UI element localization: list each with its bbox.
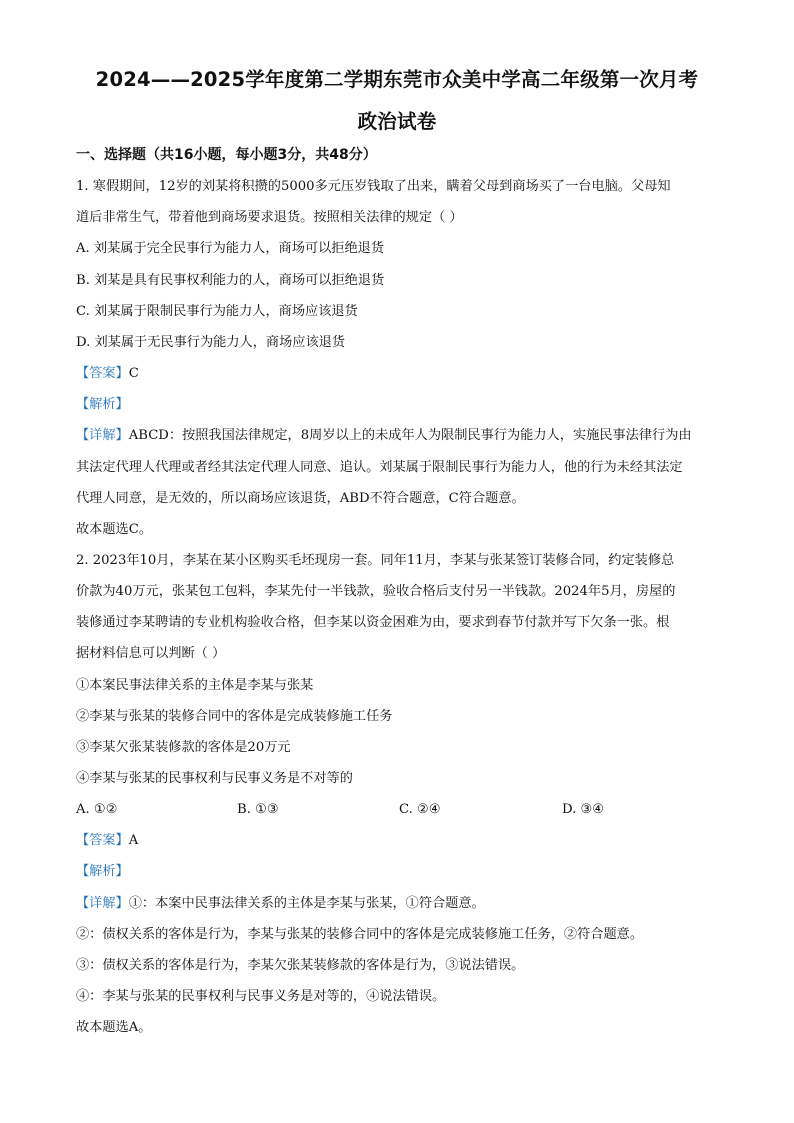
q1-option-b: B. 刘某是具有民事权利能力的人，商场可以拒绝退货 (76, 273, 385, 288)
analysis-tag: 【解析】 (76, 397, 129, 412)
q1-detail-line3: 代理人同意，是无效的，所以商场应该退货，ABD不符合题意，C符合题意。 (76, 491, 525, 506)
q2-option-b: B. ①③ (237, 802, 279, 817)
answer-tag: 【答案】 (76, 833, 129, 848)
q1-answer (76, 365, 726, 383)
q2-stem-line3: 装修通过李某聘请的专业机构验收合格，但李某以资金困难为由，要求到春节付款并写下欠条一张。根 (76, 615, 670, 630)
q2-answer (76, 832, 726, 850)
answer-tag: 【答案】 (76, 366, 129, 381)
q2-detail-line3: ③：债权关系的客体是行为，李某欠张某装修款的客体是行为，③说法错误。 (76, 958, 525, 973)
q2-option-a: A. ①② (76, 802, 118, 817)
q1-option-d: D. 刘某属于无民事行为能力人，商场应该退货 (76, 335, 346, 350)
q1-detail-line1: 【详解】ABCD：按照我国法律规定，8周岁以上的未成年人为限制民事行为能力人，实施民事法律行为由 (76, 428, 692, 443)
q2-statement-1: ①本案民事法律关系的主体是李某与张某 (76, 678, 314, 693)
q1-analysis-heading (76, 396, 726, 414)
answer-value: C (128, 366, 139, 381)
q2-detail-line2: ②：债权关系的客体是行为，李某与张某的装修合同中的客体是完成装修施工任务，②符合题意。 (76, 927, 644, 942)
q1-option-c: C. 刘某属于限制民事行为能力人，商场应该退货 (76, 304, 358, 319)
section-heading: 一、选择题（共16小题，每小题3分，共48分） (76, 147, 377, 163)
analysis-tag: 【解析】 (76, 864, 129, 879)
answer-value: A (128, 833, 139, 848)
q1-conclusion: 故本题选C。 (76, 522, 153, 537)
q2-option-d: D. ③④ (562, 802, 605, 817)
q2-statement-3: ③李某欠张某装修款的客体是20万元 (76, 740, 291, 755)
q1-stem-line1: 1. 寒假期间，12岁的刘某将积攒的5000多元压岁钱取了出来，瞒着父母到商场买了一台电脑。父母知 (76, 179, 671, 194)
detail-tag: 【详解】 (76, 428, 129, 443)
q2-statement-4: ④李某与张某的民事权利与民事义务是不对等的 (76, 771, 353, 786)
q2-stem-line4: 据材料信息可以判断（ ） (76, 646, 226, 661)
q2-stem-line2: 价款为40万元，张某包工包料，李某先付一半钱款，验收合格后支付另一半钱款。2024年5月，房屋的 (76, 584, 676, 599)
exam-subtitle: 政治试卷 (357, 110, 437, 133)
q1-detail-line2: 其法定代理人代理或者经其法定代理人同意、追认。刘某属于限制民事行为能力人，他的行为未经其法定 (76, 460, 683, 475)
q2-analysis-heading (76, 863, 726, 881)
exam-title: 2024——2025学年度第二学期东莞市众美中学高二年级第一次月考 (95, 68, 699, 91)
q1-stem-line2: 道后非常生气，带着他到商场要求退货。按照相关法律的规定（ ） (76, 210, 463, 225)
q1-option-a: A. 刘某属于完全民事行为能力人，商场可以拒绝退货 (76, 241, 385, 256)
detail-tag: 【详解】 (76, 896, 129, 911)
q2-conclusion: 故本题选A。 (76, 1020, 152, 1035)
q2-option-c: C. ②④ (399, 802, 441, 817)
q2-detail-line4: ④：李某与张某的民事权利与民事义务是对等的，④说法错误。 (76, 989, 446, 1004)
q2-statement-2: ②李某与张某的装修合同中的客体是完成装修施工任务 (76, 709, 393, 724)
q2-stem-line1: 2. 2023年10月，李某在某小区购买毛坯现房一套。同年11月，李某与张某签订装修合同，约定装修总 (76, 553, 675, 568)
q2-detail-line1: 【详解】①：本案中民事法律关系的主体是李某与张某，①符合题意。 (76, 896, 485, 911)
